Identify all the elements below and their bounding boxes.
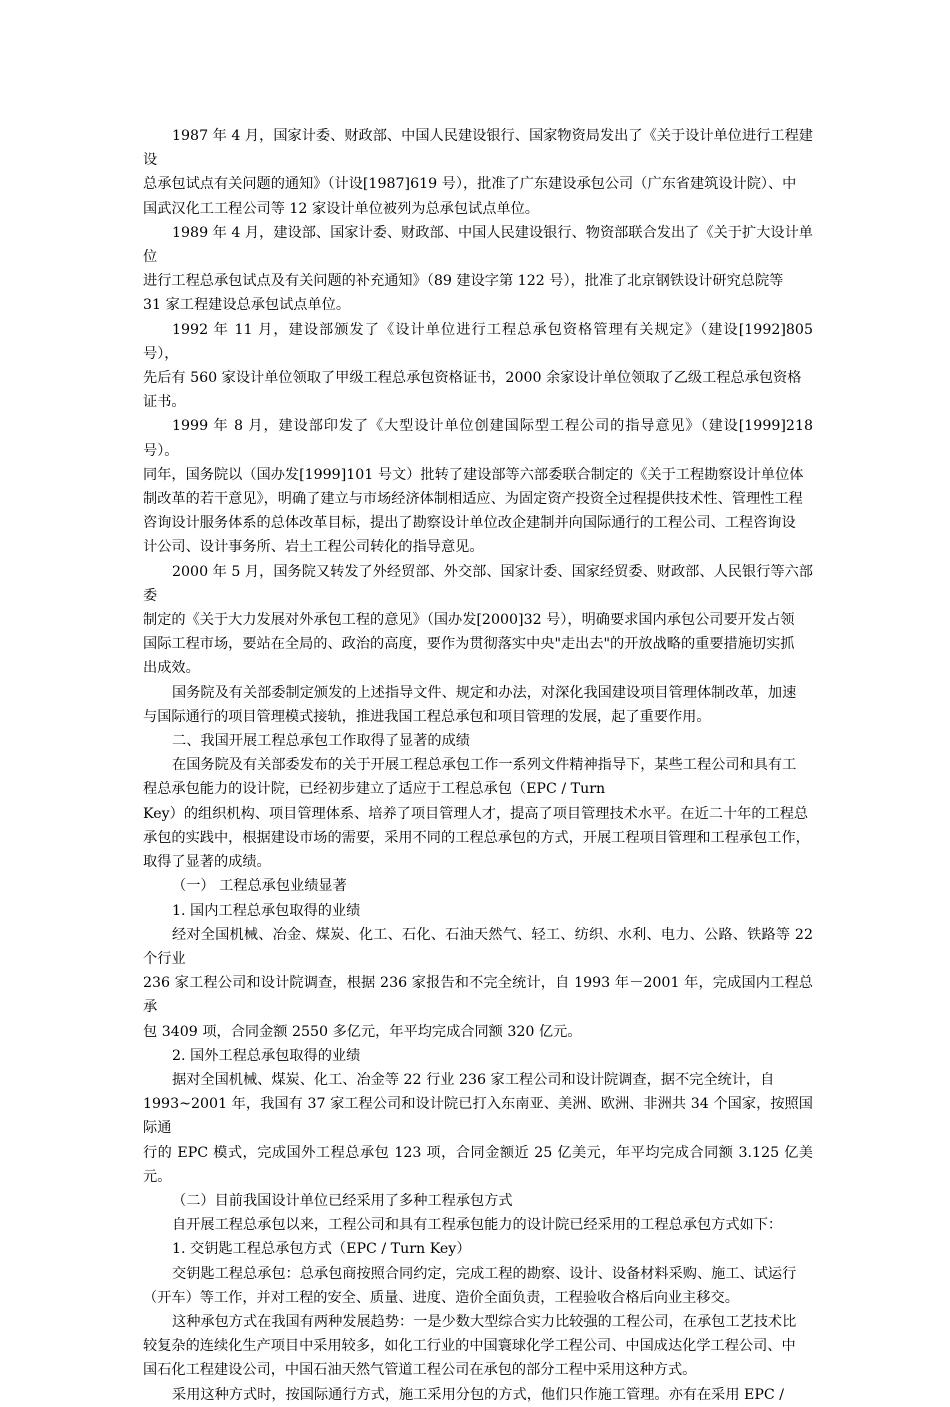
text-line: 包 3409 项，合同金额 2550 多亿元，年平均完成合同额 320 亿元。 (143, 1023, 582, 1040)
text-line: 采用这种方式时，按国际通行方式，施工采用分包的方式，他们只作施工管理。亦有在采用 EPC / (172, 1386, 785, 1403)
text-line: 总承包试点有关问题的通知》（计设[1987]619 号），批准了广东建设承包公司（广东省建筑设计院）、中 (143, 176, 797, 193)
text-line: 咨询设计服务体系的总体改革目标，提出了勘察设计单位改企建制并向国际通行的工程公司、工程咨询设 (143, 515, 796, 532)
body-paragraph (143, 753, 813, 874)
body-paragraph (143, 1383, 813, 1407)
section-heading (143, 729, 813, 753)
text-line: 这种承包方式在我国有两种发展趋势：一是少数大型综合实力比较强的工程公司，在承包工艺技术比 (172, 1313, 797, 1330)
body-paragraph (143, 1310, 813, 1383)
text-line: （二）目前我国设计单位已经采用了多种工程承包方式 (172, 1192, 513, 1209)
text-line: 国际工程市场，要站在全局的、政治的高度，要作为贯彻落实中央"走出去"的开放战略的重要措施切实抓 (143, 636, 795, 653)
text-line: （一） 工程总承包业绩显著 (172, 878, 347, 895)
document-page (143, 124, 813, 1407)
text-line: 1992 年 11 月，建设部颁发了《设计单位进行工程总承包资格管理有关规定》（建设[1992]805 号）， (143, 321, 813, 362)
section-heading (143, 1044, 813, 1068)
body-paragraph (143, 1068, 813, 1189)
body-paragraph (143, 124, 813, 221)
text-line: 证书。 (143, 394, 186, 411)
text-line: 国武汉化工工程公司等 12 家设计单位被列为总承包试点单位。 (143, 200, 539, 217)
text-line: 计公司、设计事务所、岩土工程公司转化的指导意见。 (143, 539, 484, 556)
body-paragraph (143, 681, 813, 729)
text-line: 承包的实践中，根据建设市场的需要，采用不同的工程总承包的方式，开展工程项目管理和工程承包工作， (143, 829, 810, 846)
text-line: 出成效。 (143, 660, 200, 677)
text-line: （开车）等工作，并对工程的安全、质量、进度、造价全面负责，工程验收合格后向业主移交。 (143, 1289, 739, 1306)
text-line: 自开展工程总承包以来，工程公司和具有工程承包能力的设计院已经采用的工程总承包方式如下： (172, 1217, 783, 1234)
text-line: 在国务院及有关部委发布的关于开展工程总承包工作一系列文件精神指导下，某些工程公司和具有工 (172, 757, 797, 774)
section-heading (143, 1237, 813, 1261)
text-line: 制改革的若干意见》，明确了建立与市场经济体制相适应、为固定资产投资全过程提供技术性、管理性工程 (143, 491, 803, 508)
text-line: 31 家工程建设总承包试点单位。 (143, 297, 351, 314)
text-line: 236 家工程公司和设计院调查，根据 236 家报告和不完全统计，自 1993 年－2001 年，完成国内工程总承 (143, 975, 813, 1016)
text-line: 1. 交钥匙工程总承包方式（EPC / Turn Key） (172, 1241, 471, 1258)
section-heading (143, 1189, 813, 1213)
text-line: 制定的《关于大力发展对外承包工程的意见》（国办发[2000]32 号），明确要求国内承包公司要开发占领 (143, 612, 795, 629)
text-line: 同年，国务院以（国办发[1999]101 号文）批转了建设部等六部委联合制定的《关于工程勘察设计单位体 (143, 466, 804, 483)
text-line: 经对全国机械、冶金、煤炭、化工、石化、石油天然气、轻工、纺织、水利、电力、公路、铁路等 22 个行业 (143, 926, 813, 967)
text-line: 程总承包能力的设计院，已经初步建立了适应于工程总承包（EPC / Turn (143, 781, 606, 798)
section-heading (143, 874, 813, 898)
text-line: 1993~2001 年，我国有 37 家工程公司和设计院已打入东南亚、美洲、欧洲、非洲共 34 个国家，按照国际通 (143, 1096, 813, 1137)
text-line: 国务院及有关部委制定颁发的上述指导文件、规定和办法，对深化我国建设项目管理体制改革，加速 (172, 684, 797, 701)
body-paragraph (143, 1213, 813, 1237)
text-line: 二、我国开展工程总承包工作取得了显著的成绩 (172, 733, 470, 750)
text-line: 1999 年 8 月，建设部印发了《大型设计单位创建国际型工程公司的指导意见》（建设[1999]218 号）。 (143, 418, 813, 459)
text-line: 2000 年 5 月，国务院又转发了外经贸部、外交部、国家计委、国家经贸委、财政部、人民银行等六部委 (143, 563, 813, 604)
text-line: 2. 国外工程总承包取得的业绩 (172, 1047, 361, 1064)
text-line: 进行工程总承包试点及有关问题的补充通知》（89 建设字第 122 号），批准了北京钢铁设计研究总院等 (143, 273, 784, 290)
text-line: 1987 年 4 月，国家计委、财政部、中国人民建设银行、国家物资局发出了《关于设计单位进行工程建设 (143, 128, 813, 169)
text-line: 1. 国内工程总承包取得的业绩 (172, 902, 361, 919)
text-line: 先后有 560 家设计单位领取了甲级工程总承包资格证书，2000 余家设计单位领取了乙级工程总承包资格 (143, 370, 802, 387)
text-line: 交钥匙工程总承包：总承包商按照合同约定，完成工程的勘察、设计、设备材料采购、施工、试运行 (172, 1265, 797, 1282)
text-line: 国石化工程建设公司，中国石油天然气管道工程公司在承包的部分工程中采用这种方式。 (143, 1362, 697, 1379)
body-paragraph (143, 1262, 813, 1310)
body-paragraph (143, 414, 813, 559)
text-line: 与国际通行的项目管理模式接轨，推进我国工程总承包和项目管理的发展，起了重要作用。 (143, 708, 711, 725)
text-line: 行的 EPC 模式，完成国外工程总承包 123 项，合同金额近 25 亿美元，年平均完成合同额 3.125 亿美元。 (143, 1144, 813, 1185)
section-heading (143, 899, 813, 923)
body-paragraph (143, 221, 813, 318)
text-line: 1989 年 4 月，建设部、国家计委、财政部、中国人民建设银行、物资部联合发出了《关于扩大设计单位 (143, 224, 813, 266)
text-line: 据对全国机械、煤炭、化工、冶金等 22 行业 236 家工程公司和设计院调查，据不完全统计，自 (172, 1071, 775, 1088)
text-line: Key）的组织机构、项目管理体系、培养了项目管理人才，提高了项目管理技术水平。在近二十年的工程总 (143, 805, 809, 822)
text-line: 取得了显著的成绩。 (143, 854, 271, 871)
body-paragraph (143, 560, 813, 681)
body-paragraph (143, 318, 813, 415)
body-paragraph (143, 923, 813, 1044)
text-line: 较复杂的连续化生产项目中采用较多，如化工行业的中国寰球化学工程公司、中国成达化学工程公司、中 (143, 1338, 796, 1355)
